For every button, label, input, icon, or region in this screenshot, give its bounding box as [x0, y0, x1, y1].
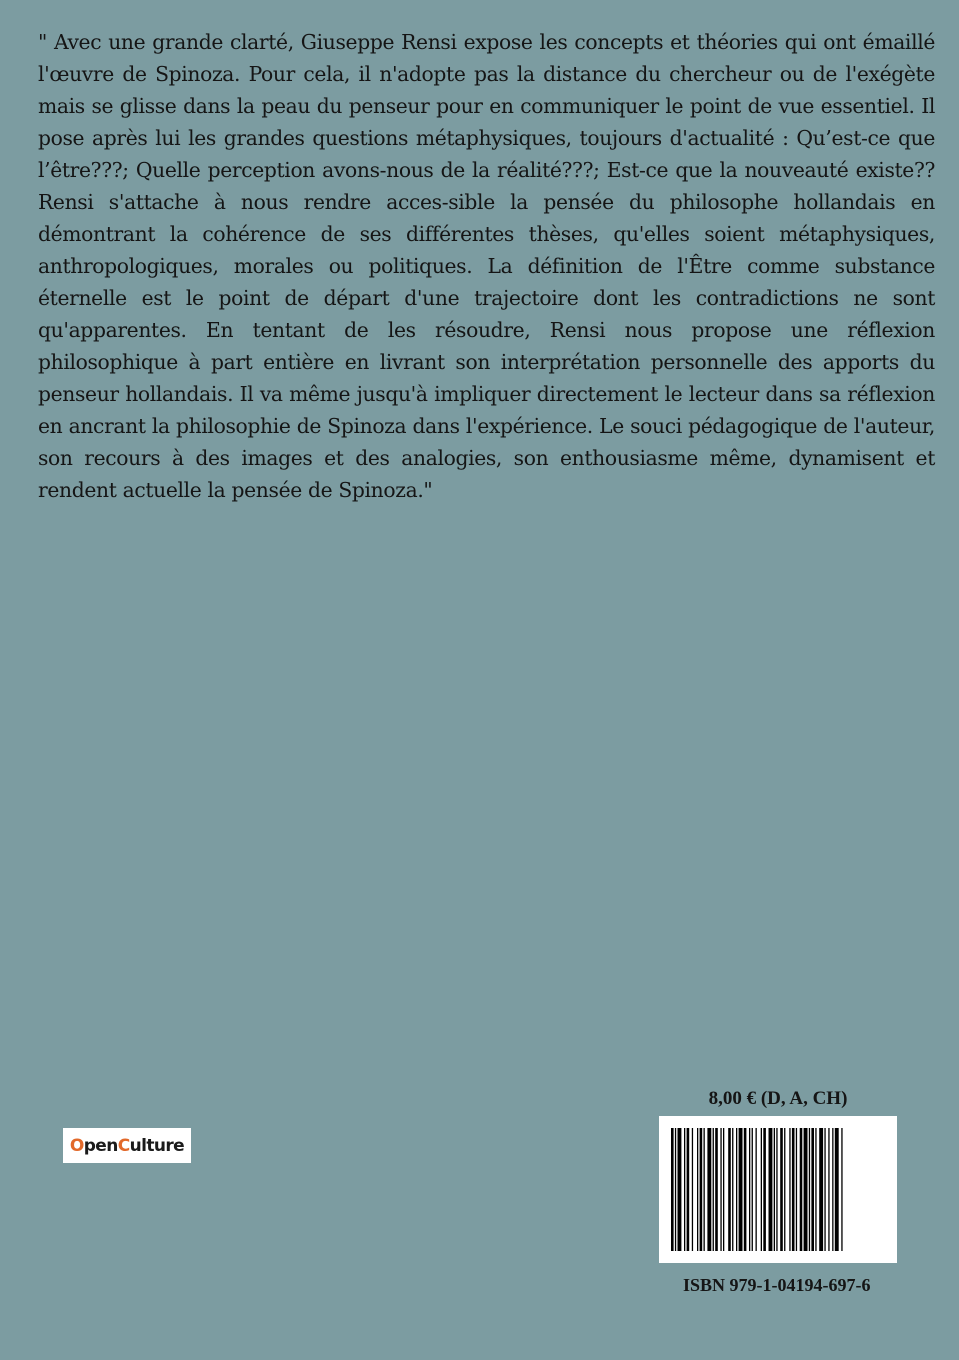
publisher-logo [63, 1128, 191, 1163]
barcode-bar [804, 1128, 808, 1251]
barcode-bar [780, 1128, 783, 1251]
barcode-bar [819, 1128, 823, 1251]
isbn-label: ISBN 979-1-04194-697-6 [683, 1275, 871, 1295]
barcode-bar [800, 1128, 803, 1251]
barcode-bar [828, 1128, 829, 1251]
barcode-bar [732, 1128, 733, 1251]
barcode-bars [671, 1128, 885, 1251]
barcode-bar [687, 1128, 690, 1251]
barcode-bar [761, 1128, 762, 1251]
barcode-bar [700, 1128, 703, 1251]
barcode-bar [811, 1128, 814, 1251]
barcode-bar [697, 1128, 698, 1251]
barcode-bar [792, 1128, 795, 1251]
barcode-bar [749, 1128, 750, 1251]
barcode-bar [671, 1128, 674, 1251]
barcode-bar [704, 1128, 705, 1251]
barcode-bar [715, 1128, 718, 1251]
barcode-bar [763, 1128, 766, 1251]
barcode-bar [774, 1128, 775, 1251]
barcode-bar [776, 1128, 777, 1251]
barcode-bar [784, 1128, 785, 1251]
barcode-bar [720, 1128, 721, 1251]
barcode-bar [723, 1128, 724, 1251]
barcode-bar [796, 1128, 797, 1251]
barcode-bar [789, 1128, 790, 1251]
barcode-bar [824, 1128, 825, 1251]
barcode-bar [736, 1128, 737, 1251]
barcode-bar [744, 1128, 747, 1251]
barcode-bar [678, 1128, 682, 1251]
barcode-bar [728, 1128, 731, 1251]
barcode [659, 1116, 897, 1263]
blurb-text: " Avec une grande clarté, Giuseppe Rensi expose les concepts et théories qui ont émaillé l'œuvre de Spinoza. Pour cela, il n'adopte pas la distance du chercheur ou de l'exégète mais se glisse dans la peau du penseur pour en communiquer le point de vue essentiel. Il pose après lui les grandes questions métaphysiques, toujours d'actualité : Qu’est-ce que l’être???; Quelle perception avons-nous de la réalité???; Est-ce que la nouveauté existe?? Rensi s'attache à nous rendre acces-sible la pensée du philosophe hollandais en démontrant la cohérence de ses différentes thèses, qu'elles soient métaphysiques, anthropologiques, morales ou politiques. La définition de l'Être comme substance éternelle est le point de départ d'une trajectoire dont les contradictions ne sont qu'apparentes. En tentant de les résoudre, Rensi nous propose une réflexion philosophique à part entière en livrant son interprétation personnelle des apports du penseur hollandais. Il va même jusqu'à impliquer directement le lecteur dans sa réflexion en ancrant la philosophie de Spinoza dans l'expérience. Le souci pédagogique de l'auteur, son recours à des images et des analogies, son enthousiasme même, dynamisent et rendent actuelle la pensée de Spinoza." [38, 30, 935, 502]
barcode-bar [692, 1128, 693, 1251]
barcode-bar [739, 1128, 743, 1251]
barcode-bar [707, 1128, 711, 1251]
barcode-bar [835, 1128, 839, 1251]
barcode-bar [832, 1128, 833, 1251]
barcode-bar [752, 1128, 753, 1251]
barcode-bar [713, 1128, 714, 1251]
barcode-bar [769, 1128, 773, 1251]
publisher-logo-wordmark: OpenCulture [69, 1135, 185, 1156]
barcode-bar [756, 1128, 757, 1251]
barcode-bar [675, 1128, 676, 1251]
barcode-bar [815, 1128, 816, 1251]
barcode-bar [809, 1128, 810, 1251]
barcode-bar [841, 1128, 842, 1251]
barcode-bar [684, 1128, 685, 1251]
price-label: 8,00 € (D, A, CH) [708, 1088, 848, 1109]
